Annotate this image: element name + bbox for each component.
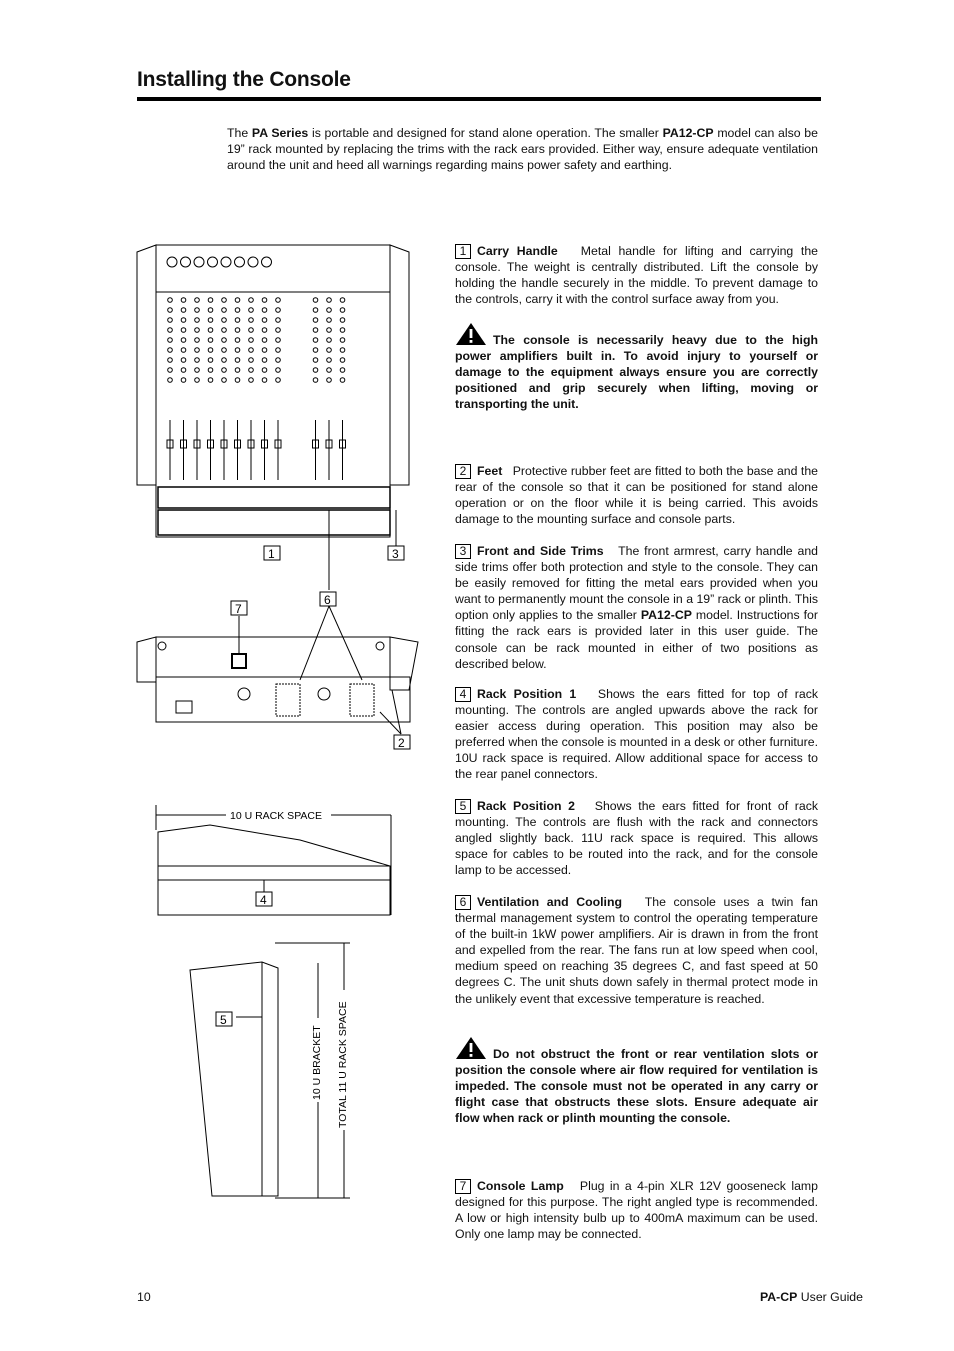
knob <box>262 298 267 303</box>
knob <box>195 308 200 313</box>
knob <box>276 308 281 313</box>
knob <box>313 368 318 373</box>
knob <box>195 328 200 333</box>
label-total-11u: TOTAL 11 U RACK SPACE <box>337 1001 349 1128</box>
knob <box>195 338 200 343</box>
knob <box>327 328 332 333</box>
knob <box>168 358 173 363</box>
knob <box>262 368 267 373</box>
knob <box>235 348 240 353</box>
knob <box>208 308 213 313</box>
knob <box>340 318 345 323</box>
knob <box>276 318 281 323</box>
knob <box>195 378 200 383</box>
knob <box>181 328 186 333</box>
knob <box>313 338 318 343</box>
knob <box>181 348 186 353</box>
knob <box>195 298 200 303</box>
section-heading: Rack Position 2 <box>477 799 575 813</box>
knob <box>181 378 186 383</box>
callout-number: 5 <box>455 799 471 814</box>
label-10u-rack-space: 10 U RACK SPACE <box>230 810 323 822</box>
knob <box>249 338 254 343</box>
document-title: PA-CP User Guide <box>760 1290 863 1304</box>
knob <box>168 378 173 383</box>
callout-number: 1 <box>455 244 471 259</box>
knob <box>313 308 318 313</box>
callout-5 <box>216 1012 232 1027</box>
knob <box>249 308 254 313</box>
callout-number: 6 <box>455 895 471 910</box>
knob <box>313 348 318 353</box>
knob <box>327 378 332 383</box>
knob <box>276 378 281 383</box>
knob <box>222 298 227 303</box>
knob <box>262 378 267 383</box>
knob <box>168 328 173 333</box>
knob <box>249 368 254 373</box>
section-heading: Carry Handle <box>477 244 558 258</box>
knob <box>208 338 213 343</box>
knob <box>181 298 186 303</box>
knob <box>276 358 281 363</box>
input-jack <box>248 257 258 267</box>
knob <box>235 368 240 373</box>
knob <box>208 318 213 323</box>
section-rack-position-2: 5 Rack Position 2 Shows the ears fitted for front of rack mounting. The controls are flush with the rack and connectors angled slightly back. 11U rack space is required. This allows space for cables to be routed into the rack, and for the console lamp to be accessed. <box>455 799 819 878</box>
knob <box>222 308 227 313</box>
callout-5-label: 5 <box>220 1013 227 1027</box>
knob <box>276 338 281 343</box>
knob <box>276 328 281 333</box>
section-feet: 2 Feet Protective rubber feet are fitted to both the base and the rear of the console so that it can be positioned for stand alone operation or on the floor while it is being carried. This avoids damage to the mounting surface and console parts. <box>455 464 819 527</box>
knob <box>222 358 227 363</box>
knob <box>235 308 240 313</box>
callout-number: 3 <box>455 544 471 559</box>
knob <box>208 378 213 383</box>
knob <box>208 348 213 353</box>
section-rack-position-1: 4 Rack Position 1 Shows the ears fitted for top of rack mounting. The controls are angled upwards above the rack for easier access during operation. This position may also be preferred when the console is mounted in a desk or other furniture. 10U rack space is required. Allow additional space for access to the rear panel connectors. <box>455 687 818 782</box>
page-number: 10 <box>137 1290 151 1304</box>
knob <box>276 298 281 303</box>
knob <box>168 298 173 303</box>
section-heading: Rack Position 1 <box>477 687 577 701</box>
console-top-view <box>137 245 409 537</box>
knob <box>327 358 332 363</box>
knob <box>222 318 227 323</box>
input-jack <box>235 257 245 267</box>
knob <box>262 338 267 343</box>
knob <box>168 348 173 353</box>
knob <box>327 368 332 373</box>
knob <box>195 318 200 323</box>
knob <box>195 368 200 373</box>
knob <box>276 348 281 353</box>
knob <box>168 338 173 343</box>
knob <box>340 308 345 313</box>
input-jack <box>208 257 218 267</box>
callout-4-label: 4 <box>260 893 267 907</box>
knob <box>208 328 213 333</box>
knob <box>313 378 318 383</box>
callout-1 <box>264 546 280 561</box>
callout-7-label: 7 <box>235 602 242 616</box>
knob <box>181 318 186 323</box>
knob <box>262 308 267 313</box>
console-rear-view <box>137 637 418 722</box>
knob <box>340 348 345 353</box>
knob <box>222 368 227 373</box>
knob <box>235 378 240 383</box>
knob <box>313 298 318 303</box>
callout-3-label: 3 <box>392 547 399 561</box>
knob <box>327 308 332 313</box>
knob <box>249 358 254 363</box>
rack-position-2-view <box>190 943 350 1198</box>
knob <box>181 358 186 363</box>
knob <box>181 368 186 373</box>
knob <box>235 338 240 343</box>
knob <box>249 298 254 303</box>
knob <box>340 338 345 343</box>
knob <box>208 358 213 363</box>
knob <box>340 328 345 333</box>
knob <box>276 368 281 373</box>
callout-2-label: 2 <box>398 736 405 750</box>
knob <box>181 308 186 313</box>
input-jack <box>167 257 177 267</box>
knob <box>235 328 240 333</box>
knob <box>313 328 318 333</box>
knob <box>327 338 332 343</box>
knob <box>181 338 186 343</box>
knob <box>340 358 345 363</box>
knob <box>249 318 254 323</box>
knob <box>262 358 267 363</box>
knob <box>168 318 173 323</box>
label-10u-bracket: 10 U BRACKET <box>311 1025 323 1100</box>
section-trims: 3 Front and Side Trims The front armrest, carry handle and side trims offer both protection and style to the console. They can be easily removed for fitting the metal ears provided when you want to permanently mount the console in a 19” rack or plinth. This option only applies to the smaller PA12-CP model. Instructions for fitting the rack ears is provided later in this user guide. The console can be rack mounted in either of two positions as described below. <box>455 544 818 671</box>
figure-callouts <box>216 546 410 1128</box>
knob <box>208 298 213 303</box>
callout-4 <box>256 892 272 907</box>
input-jack <box>181 257 191 267</box>
knob <box>313 358 318 363</box>
knob <box>235 298 240 303</box>
knob <box>327 318 332 323</box>
callout-6-label: 6 <box>324 593 331 607</box>
knob <box>249 328 254 333</box>
knob <box>340 298 345 303</box>
callout-number: 7 <box>455 1179 471 1194</box>
callout-number: 4 <box>455 687 471 702</box>
knob <box>222 328 227 333</box>
callout-7 <box>231 601 247 616</box>
knob <box>195 348 200 353</box>
input-jack <box>194 257 204 267</box>
warning-ventilation: Do not obstruct the front or rear ventilation slots or position the console where air flow required for ventilation is impeded. The console must not be operated in any carry or flight case that obstructs these slots. Ensure adequate air flow when rack or plinth mounting the console. <box>455 1036 818 1126</box>
knob <box>262 318 267 323</box>
knob <box>262 348 267 353</box>
callout-6 <box>320 592 336 607</box>
knob <box>340 378 345 383</box>
callout-3 <box>388 546 404 561</box>
knob <box>313 318 318 323</box>
section-heading: Front and Side Trims <box>477 544 604 558</box>
knob <box>262 328 267 333</box>
input-jack <box>221 257 231 267</box>
section-carry-handle: 1 Carry Handle Metal handle for lifting and carrying the console. The weight is centrally distributed. Lift the console by holding the handle securely in the middle. To prevent damage to the controls, carry it with the control surface away from you. <box>455 244 819 307</box>
knob <box>249 348 254 353</box>
callout-1-label: 1 <box>268 547 275 561</box>
page-title: Installing the Console <box>137 68 351 91</box>
intro-paragraph: The PA Series is portable and designed for stand alone operation. The smaller PA12-CP model can also be 19” rack mounted by replacing the trims with the rack ears provided. Either way, ensure adequate ventilation around the unit and heed all warnings regarding mains power safety and earthing. <box>227 126 818 172</box>
section-console-lamp: 7 Console Lamp Plug in a 4-pin XLR 12V gooseneck lamp designed for this purpose. The right angled type is recommended. A low or high intensity bulb up to 400mA maximum can be used. Only one lamp may be connected. <box>455 1179 818 1242</box>
warning-heavy: The console is necessarily heavy due to the high power amplifiers built in. To avoid injury to yourself or damage to the equipment always ensure you are correctly positioned and grip securely when lifting, moving or transporting the unit. <box>455 322 818 412</box>
knob <box>168 368 173 373</box>
callout-2 <box>394 735 410 750</box>
knob <box>235 318 240 323</box>
knob <box>195 358 200 363</box>
section-heading: Console Lamp <box>477 1179 564 1193</box>
callout-number: 2 <box>455 464 471 479</box>
knob <box>249 378 254 383</box>
knob <box>222 338 227 343</box>
section-heading: Ventilation and Cooling <box>477 895 622 909</box>
knob <box>340 368 345 373</box>
knob <box>327 348 332 353</box>
knob <box>208 368 213 373</box>
section-ventilation: 6 Ventilation and Cooling The console uses a twin fan thermal management system to control the operating temperature of the built-in 1kW power amplifiers. Air is drawn in from the front and expelled from the rear. The fans run at low speed when cool, medium speed on reaching 35 degrees C, and fast speed at 50 degrees C. The unit shuts down safely in thermal protect mode in the unlikely event that excessive temperature is reached. <box>455 895 819 1006</box>
knob <box>168 308 173 313</box>
input-jack <box>262 257 272 267</box>
section-heading: Feet <box>477 464 503 478</box>
knob <box>327 298 332 303</box>
knob <box>222 348 227 353</box>
knob <box>235 358 240 363</box>
knob <box>222 378 227 383</box>
